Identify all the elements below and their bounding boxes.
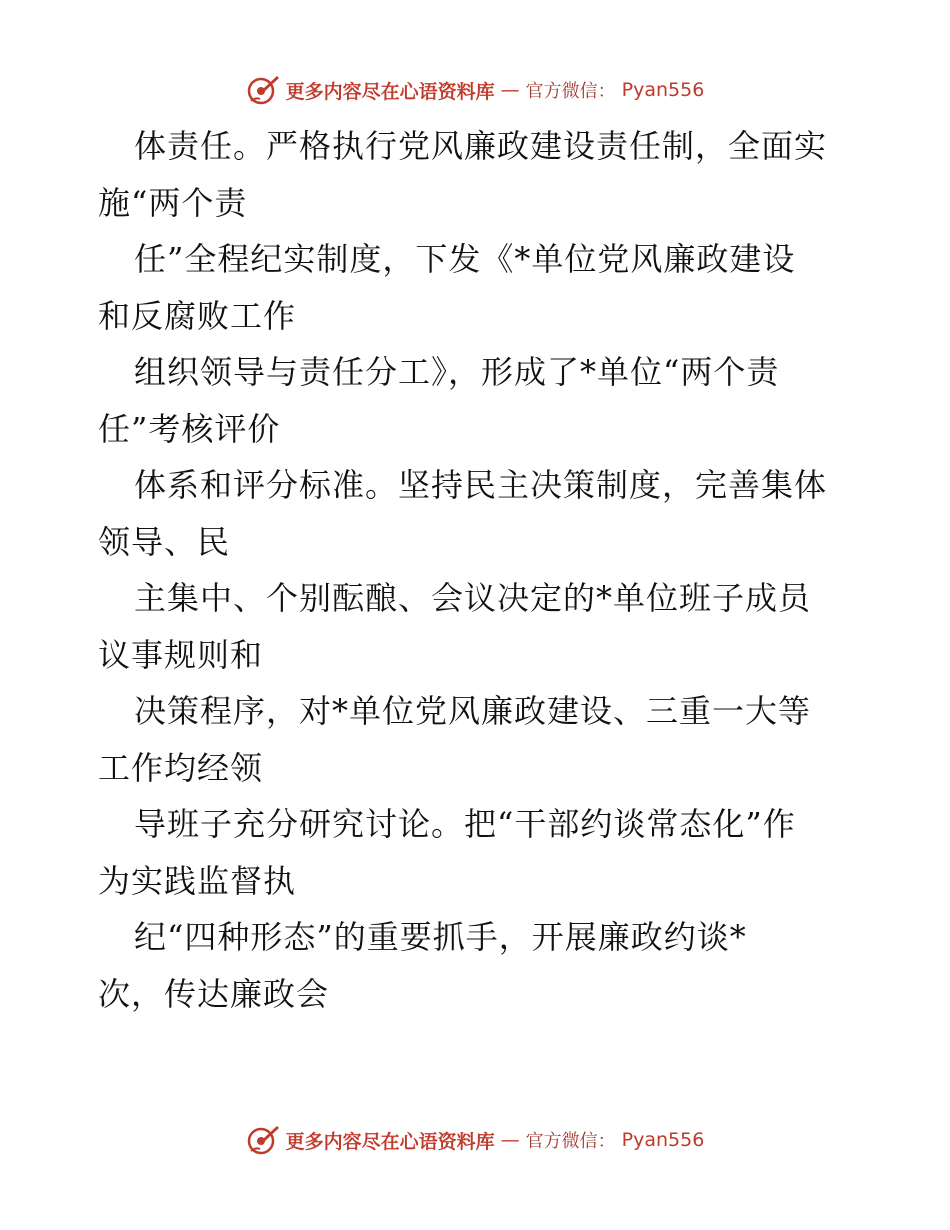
footer-banner	[0, 1120, 950, 1160]
header-banner-separator: —	[500, 79, 520, 101]
header-wechat-label: 官方微信：	[525, 81, 616, 102]
footer-wechat-id: Pyan556	[621, 1129, 705, 1151]
body-line: 工作均经领	[98, 748, 264, 787]
body-line: 组织领导与责任分工》，形成了*单位“两个责	[134, 353, 780, 391]
footer-banner-text: 更多内容尽在心语资料库	[285, 1130, 495, 1153]
body-line: 次，传达廉政会	[98, 974, 330, 1013]
footer-banner-separator: —	[500, 1129, 520, 1151]
body-line: 施“两个责	[98, 183, 248, 222]
header-banner-text: 更多内容尽在心语资料库	[285, 80, 495, 103]
body-line: 任”全程纪实制度，下发《*单位党风廉政建设	[134, 240, 796, 278]
pen-logo-icon	[246, 73, 280, 107]
header-banner	[0, 70, 950, 110]
body-line: 议事规则和	[98, 635, 264, 674]
body-line: 为实践监督执	[98, 861, 297, 900]
body-line: 决策程序，对*单位党风廉政建设、三重一大等	[134, 692, 812, 730]
body-line: 和反腐败工作	[98, 296, 297, 335]
document-body	[98, 118, 868, 1022]
body-line: 任”考核评价	[98, 409, 281, 448]
body-line: 体责任。严格执行党风廉政建设责任制，全面实	[134, 127, 828, 165]
footer-wechat-label: 官方微信：	[525, 1131, 616, 1152]
header-wechat-id: Pyan556	[621, 79, 705, 101]
body-line: 导班子充分研究讨论。把“干部约谈常态化”作	[134, 805, 796, 843]
body-line: 体系和评分标准。坚持民主决策制度，完善集体	[134, 466, 828, 504]
body-line: 领导、民	[98, 522, 231, 561]
pen-logo-icon	[246, 1123, 280, 1157]
body-line: 主集中、个别酝酿、会议决定的*单位班子成员	[134, 579, 812, 617]
body-line: 纪“四种形态”的重要抓手，开展廉政约谈*	[134, 918, 747, 956]
